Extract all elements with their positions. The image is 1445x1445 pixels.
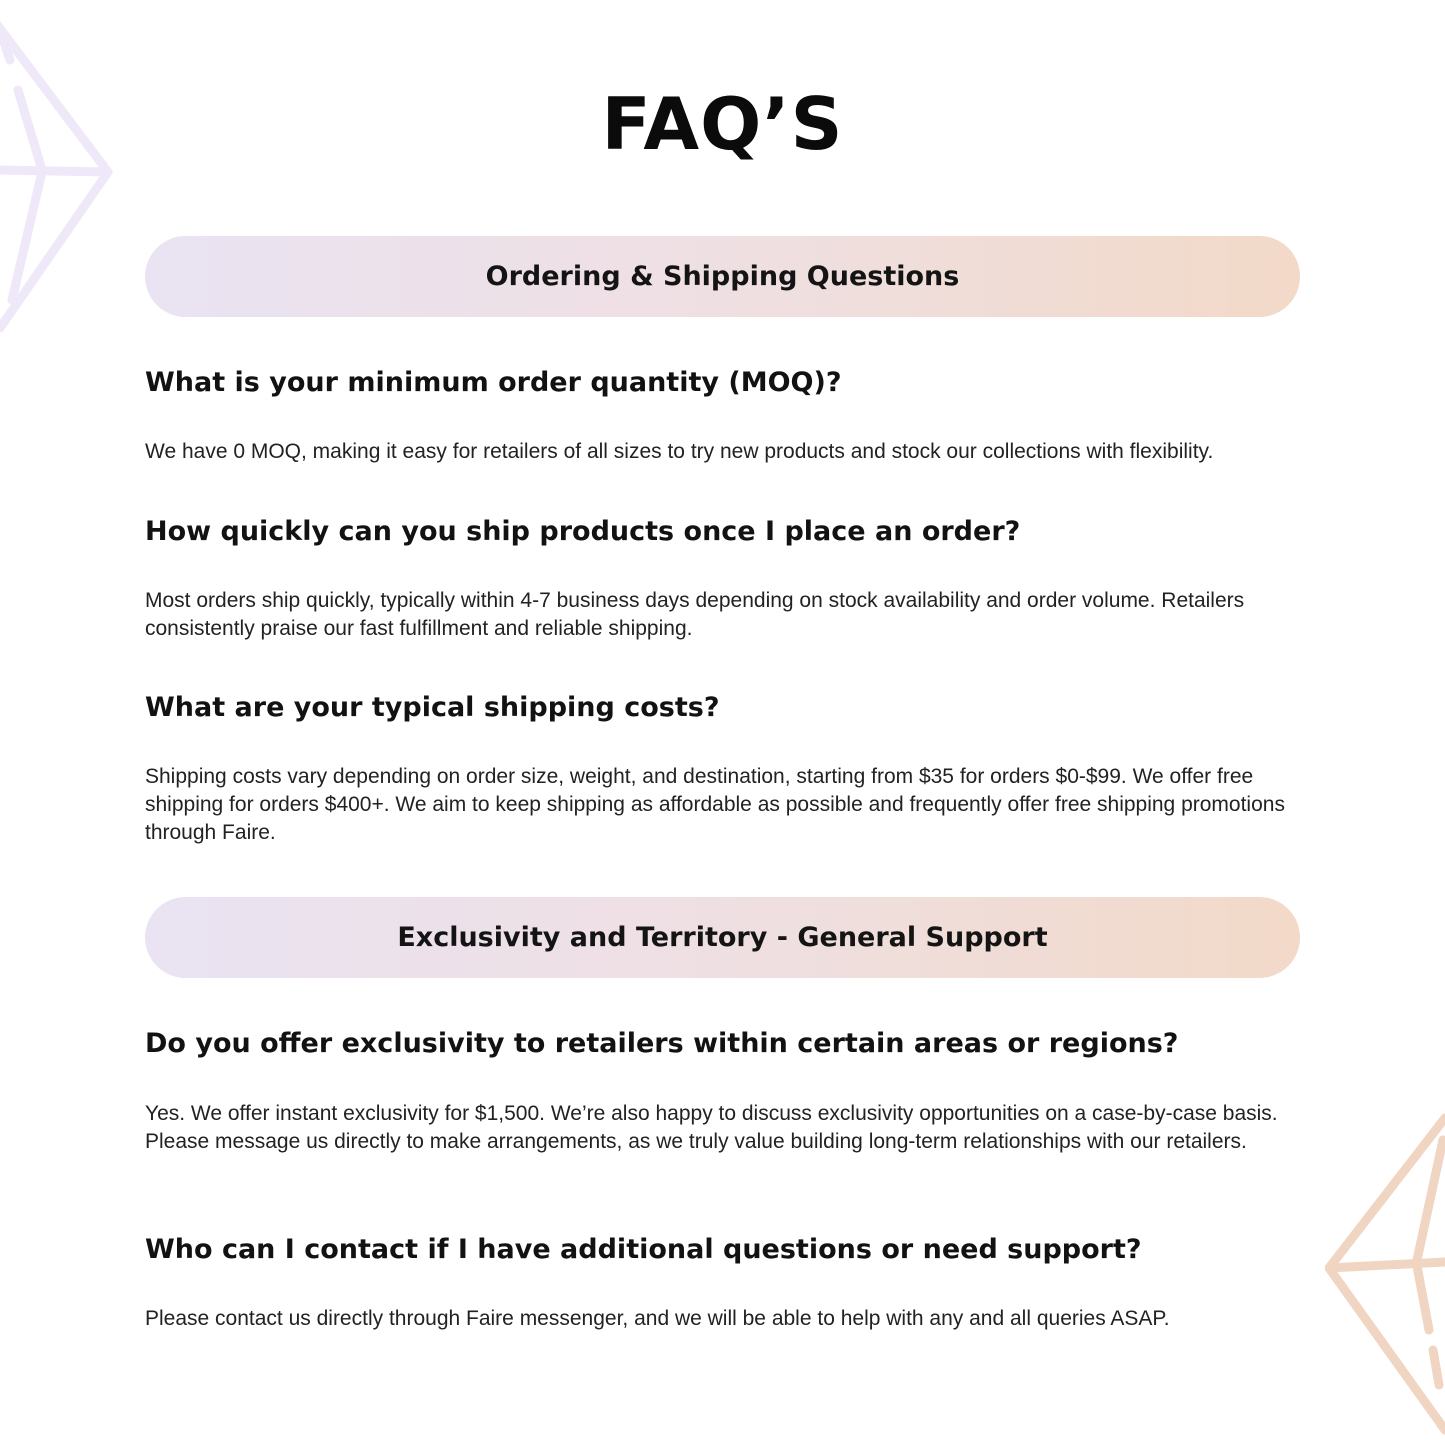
section-banner-ordering-shipping: [145, 236, 1300, 317]
faq-answer: Yes. We offer instant exclusivity for $1,500. We’re also happy to discuss exclusivity opportunities on a case-by-case basis. Please message us directly to make arrangements, as we truly value building long-term relationships with our retailers.: [145, 1102, 1278, 1153]
gem-outline-icon: [0, 0, 120, 340]
section-heading: Exclusivity and Territory - General Support: [397, 922, 1048, 953]
faq-answer: Shipping costs vary depending on order size, weight, and destination, starting from $35 for orders $0-$99. We offer free shipping for orders $400+. We aim to keep shipping as affordable as possible and frequently offer free shipping promotions through Faire.: [145, 765, 1285, 844]
page-title: FAQ’S: [601, 82, 844, 166]
gem-outline-icon: [1325, 1110, 1445, 1445]
faq-answer: Please contact us directly through Faire messenger, and we will be able to help with any and all queries ASAP.: [145, 1307, 1170, 1330]
faq-question: What are your typical shipping costs?: [145, 692, 720, 723]
faq-answer: We have 0 MOQ, making it easy for retailers of all sizes to try new products and stock our collections with flexibility.: [145, 440, 1214, 463]
faq-question: How quickly can you ship products once I place an order?: [145, 516, 1021, 547]
section-heading: Ordering & Shipping Questions: [485, 261, 960, 292]
section-banner-exclusivity-support: [145, 897, 1300, 978]
faq-answer: Most orders ship quickly, typically within 4-7 business days depending on stock availability and order volume. Retailers consistently praise our fast fulfillment and reliable shipping.: [145, 589, 1245, 640]
faq-question: Who can I contact if I have additional questions or need support?: [145, 1234, 1142, 1265]
faq-question: Do you offer exclusivity to retailers within certain areas or regions?: [145, 1028, 1179, 1059]
faq-question: What is your minimum order quantity (MOQ)?: [145, 367, 842, 398]
